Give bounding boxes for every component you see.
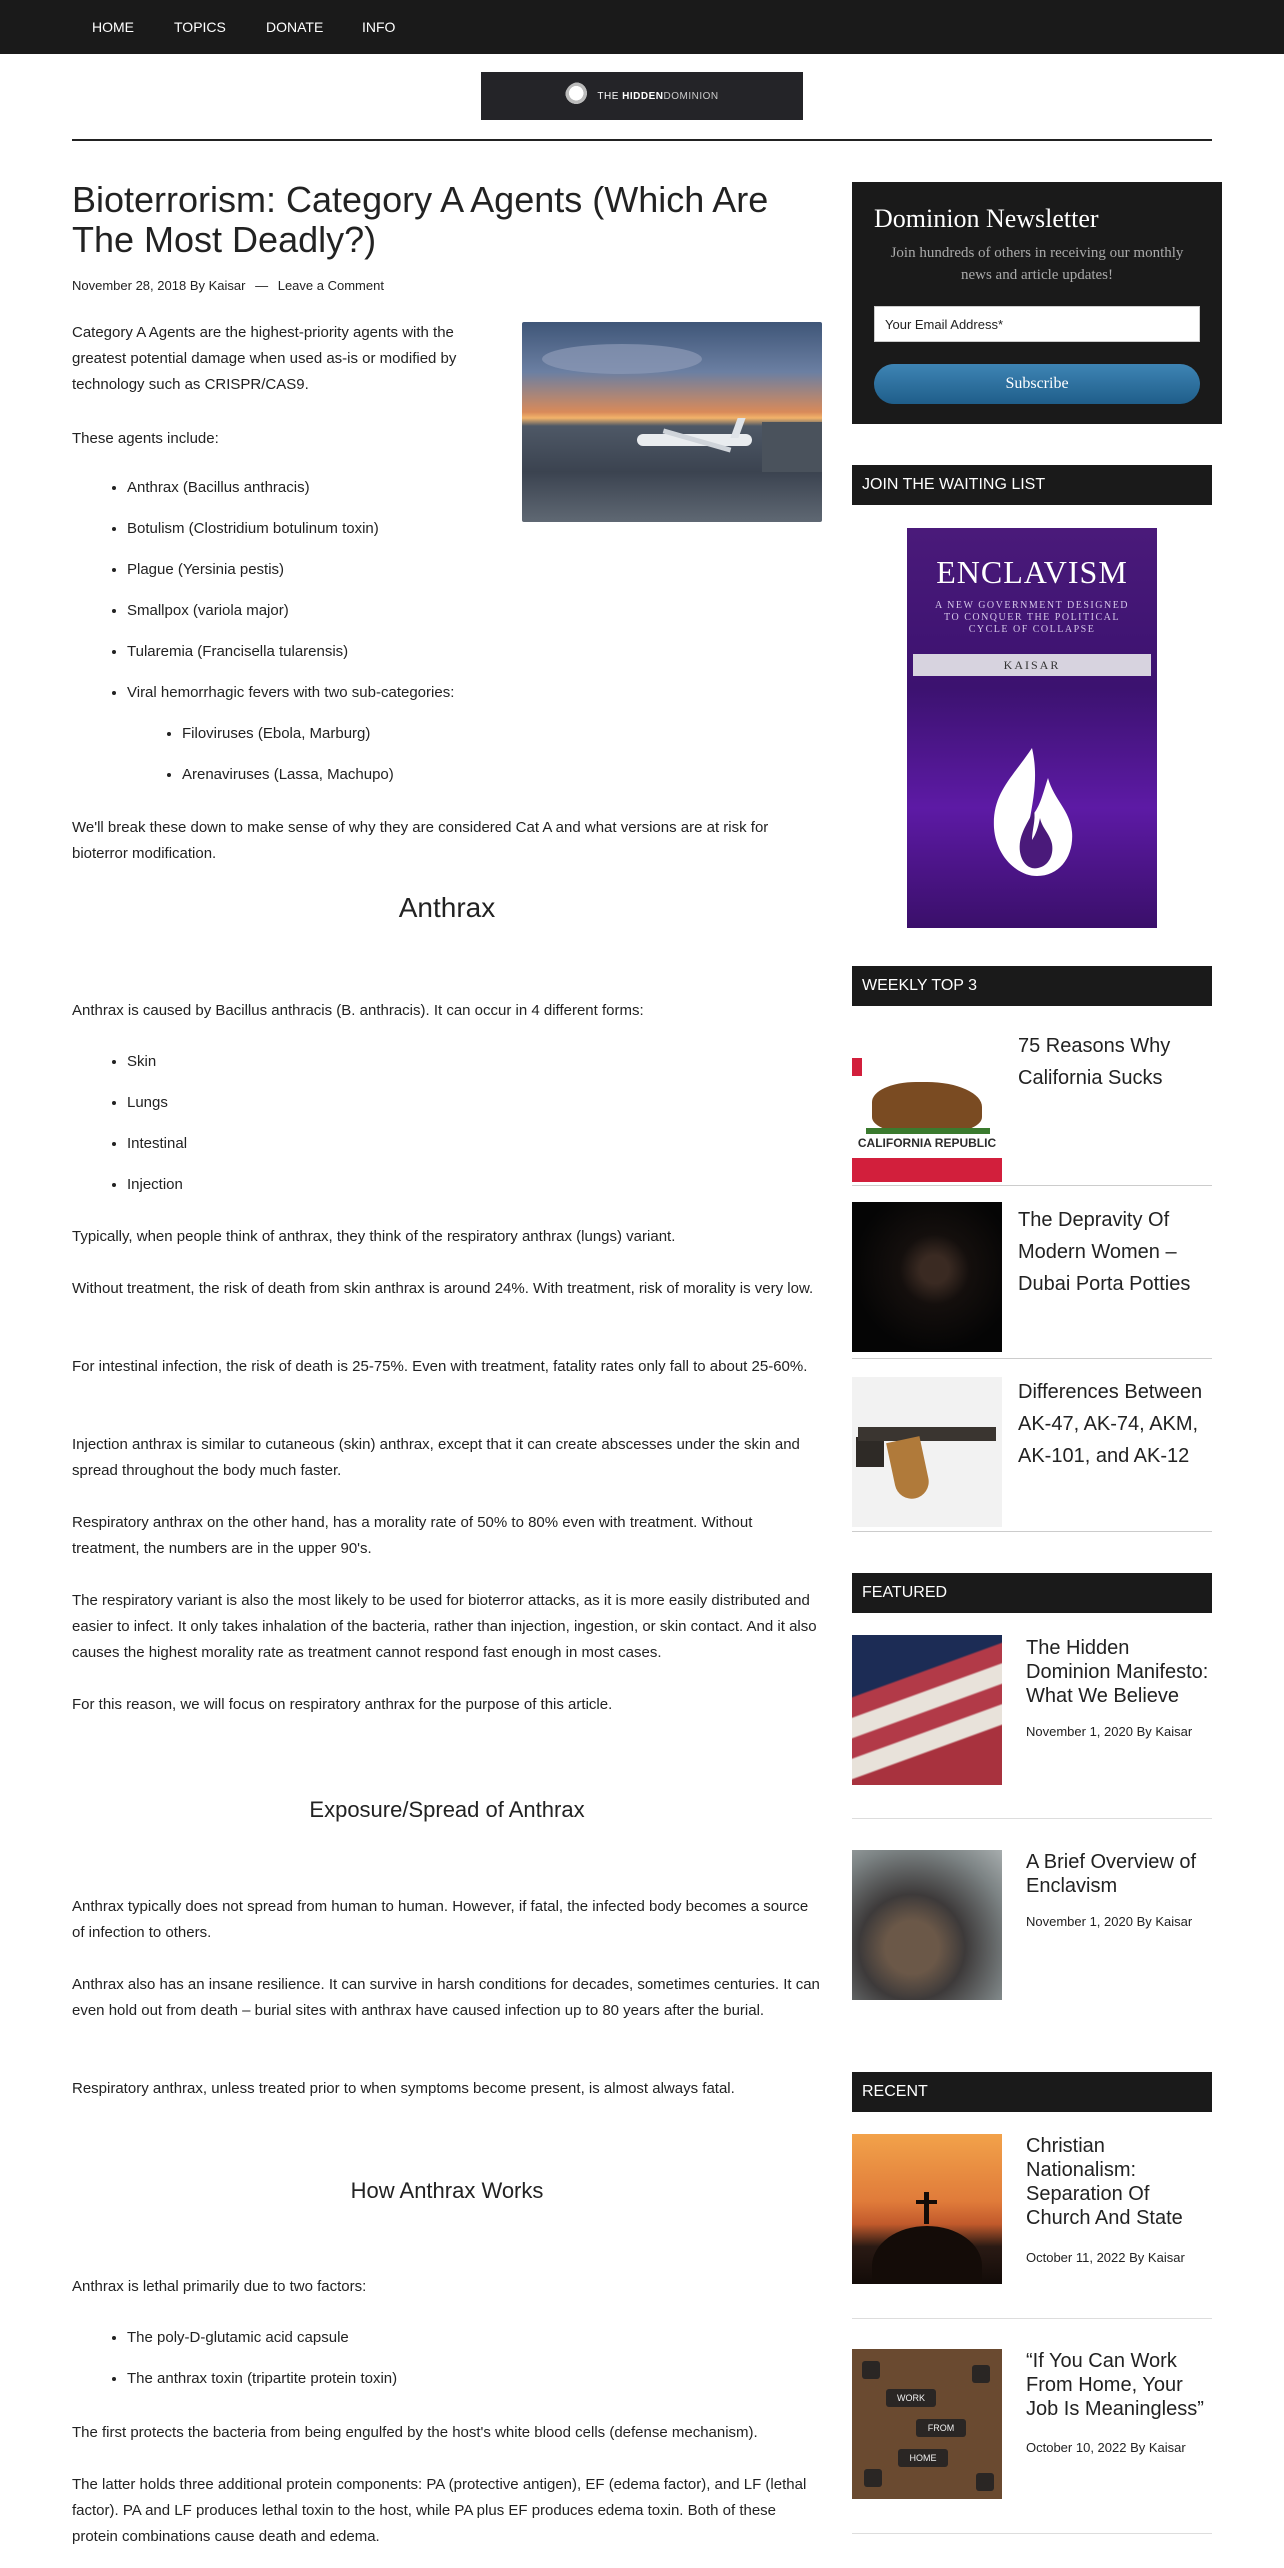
divider xyxy=(852,1531,1212,1532)
anthrax-intro: Anthrax is caused by Bacillus anthracis (B. anthracis). It can occur in 4 different forms: xyxy=(72,1002,644,1019)
book-subtitle: A NEW GOVERNMENT DESIGNED TO CONQUER THE POLITICAL CYCLE OF COLLAPSE xyxy=(934,600,1130,635)
breakdown-paragraph: We'll break these down to make sense of why they are considered Cat A and what versions are at risk for bioterror modification. xyxy=(72,819,769,862)
post-by: By xyxy=(1136,1724,1152,1739)
airport-sunset-image xyxy=(522,322,822,522)
flag-stripe xyxy=(852,1158,1002,1182)
divider xyxy=(852,2533,1212,2534)
list-item: • Botulism (Clostridium botulinum toxin) xyxy=(127,519,454,560)
typically-paragraph: Typically, when people think of anthrax, they think of the respiratory anthrax (lungs) variant. xyxy=(72,1228,676,1245)
article-title: Bioterrorism: Category A Agents (Which Are The Most Deadly?) xyxy=(72,179,769,260)
hero-cloud xyxy=(542,344,702,374)
anthrax-forms-list xyxy=(127,1052,187,1195)
intestinal-paragraph: For intestinal infection, the risk of death is 25-75%. Even with treatment, fatality rates only fall to about 25-60%. xyxy=(72,1358,808,1375)
tile-blank xyxy=(864,2469,882,2487)
latter-paragraph: The latter holds three additional protein components: PA (protective antigen), EF (edema factor), and LF (lethal factor). PA and LF produces lethal toxin to the host, while PA plus EF produces edema toxin. Both of these protein combinations cause death and edema. xyxy=(72,2476,807,2545)
newsletter-widget xyxy=(852,182,1222,424)
tile-blank xyxy=(862,2361,880,2379)
divider xyxy=(852,1818,1212,1819)
first-paragraph: The first protects the bacteria from being engulfed by the host's white blood cells (defense mechanism). xyxy=(72,2424,758,2441)
list-item: • Tularemia (Francisella tularensis) xyxy=(127,642,454,683)
article-meta xyxy=(72,278,822,293)
post-date: November 1, 2020 xyxy=(1026,1724,1133,1739)
focus-paragraph: For this reason, we will focus on respiratory anthrax for the purpose of this article. xyxy=(72,1696,613,1713)
tile-from: FROM xyxy=(916,2419,966,2437)
factors-list xyxy=(127,2328,397,2389)
post-by: By xyxy=(1130,2440,1146,2455)
bear-icon xyxy=(872,1082,982,1132)
article-by: By xyxy=(189,278,205,293)
leave-comment-link[interactable]: Leave a Comment xyxy=(277,278,384,293)
recent-item-meta xyxy=(1026,2440,1186,2455)
injection-paragraph: Injection anthrax is similar to cutaneous (skin) anthrax, except that it can create abscesses under the skin and spread throughout the body much faster. xyxy=(72,1436,800,1479)
hero-jet-bridge xyxy=(762,422,822,472)
anthrax-heading: Anthrax xyxy=(398,892,496,923)
variant-paragraph: The respiratory variant is also the most likely to be used for bioterror attacks, as it is more easily distributed and easier to infect. It only takes inhalation of the bacteria, rather than injection, ingestion, or skin contact. And it also causes the highest morality rate as treatment cannot respond fast enough in most cases. xyxy=(72,1592,817,1661)
newsletter-description: Join hundreds of others in receiving our monthly news and article updates! xyxy=(890,245,1184,283)
post-author[interactable]: Kaisar xyxy=(1147,2250,1185,2265)
list-item: • Anthrax (Bacillus anthracis) xyxy=(127,478,454,519)
article xyxy=(72,179,822,2545)
recent-item-title[interactable]: “If You Can Work From Home, Your Job Is Meaningless” xyxy=(1026,2350,1204,2420)
list-item: • Filoviruses (Ebola, Marburg) xyxy=(182,724,394,765)
weekly-item-title[interactable]: 75 Reasons Why California Sucks xyxy=(1018,1035,1171,1089)
list-item: • Skin xyxy=(127,1052,187,1093)
spread-paragraph: Anthrax typically does not spread from human to human. However, if fatal, the infected body becomes a source of infection to others. xyxy=(72,1898,809,1941)
weekly-top-heading: WEEKLY TOP 3 xyxy=(852,966,1212,1006)
logo-text: THE HIDDENDOMINION xyxy=(597,90,719,102)
enclavism-book-cover[interactable] xyxy=(907,528,1157,928)
list-item: • Plague (Yersinia pestis) xyxy=(127,560,454,601)
intro-paragraph: Category A Agents are the highest-priority agents with the greatest potential damage when used as-is or modified by technology such as CRISPR/CAS9. xyxy=(72,324,457,393)
rifle-stock xyxy=(856,1437,884,1467)
subscribe-button[interactable]: Subscribe xyxy=(874,364,1200,404)
book-author: KAISAR xyxy=(913,654,1151,676)
list-item: • Arenaviruses (Lassa, Machupo) xyxy=(182,765,394,785)
portrait-thumbnail[interactable] xyxy=(852,1202,1002,1352)
meta-separator: — xyxy=(255,278,269,293)
exposure-heading: Exposure/Spread of Anthrax xyxy=(309,1797,585,1822)
featured-item-meta xyxy=(1026,1914,1192,1929)
rifle-diagram-thumbnail[interactable] xyxy=(852,1377,1002,1527)
article-author[interactable]: Kaisar xyxy=(208,278,246,293)
post-by: By xyxy=(1129,2250,1145,2265)
featured-heading: FEATURED xyxy=(852,1573,1212,1613)
sunset-cross-thumbnail[interactable] xyxy=(852,2134,1002,2284)
cross-bar xyxy=(916,2200,937,2204)
hand-logo-icon xyxy=(565,82,593,110)
tile-work: WORK xyxy=(886,2389,936,2407)
divider xyxy=(852,1358,1212,1359)
featured-item-title[interactable]: A Brief Overview of Enclavism xyxy=(1026,1851,1197,1897)
recent-item-title[interactable]: Christian Nationalism: Separation Of Church And State xyxy=(1026,2135,1183,2229)
list-item: • The poly-D-glutamic acid capsule xyxy=(127,2328,397,2369)
featured-item-meta xyxy=(1026,1724,1192,1739)
site-logo[interactable] xyxy=(481,72,803,120)
skin-paragraph: Without treatment, the risk of death from skin anthrax is around 24%. With treatment, risk of morality is very low. xyxy=(72,1280,814,1297)
flag-grass xyxy=(866,1128,990,1134)
agents-list xyxy=(127,478,454,703)
fatal-paragraph: Respiratory anthrax, unless treated prior to when symptoms become present, is almost always fatal. xyxy=(72,2080,735,2097)
article-date: November 28, 2018 xyxy=(72,278,187,293)
book-title: ENCLAVISM xyxy=(936,554,1128,590)
cross-icon xyxy=(924,2192,929,2224)
list-item: • The anthrax toxin (tripartite protein toxin) xyxy=(127,2369,397,2389)
flag-star xyxy=(852,1058,862,1076)
typewriter-thumbnail[interactable] xyxy=(852,1850,1002,2000)
agents-intro: These agents include: xyxy=(72,430,219,447)
weekly-item-title[interactable]: The Depravity Of Modern Women – Dubai Porta Potties xyxy=(1018,1209,1191,1295)
divider xyxy=(852,1185,1212,1186)
post-date: October 11, 2022 xyxy=(1026,2250,1126,2265)
post-author[interactable]: Kaisar xyxy=(1148,2440,1186,2455)
recent-item-meta xyxy=(1026,2250,1185,2265)
list-item: • Injection xyxy=(127,1175,187,1195)
list-item: • Intestinal xyxy=(127,1134,187,1175)
waiting-list-heading: JOIN THE WAITING LIST xyxy=(852,465,1212,505)
newsletter-title: Dominion Newsletter xyxy=(874,204,1099,233)
post-date: October 10, 2022 xyxy=(1026,2440,1127,2455)
nav-home[interactable]: HOME xyxy=(92,19,134,35)
nav-donate[interactable]: DONATE xyxy=(266,19,324,35)
letter-tiles-thumbnail[interactable] xyxy=(852,2349,1002,2499)
california-flag-thumbnail[interactable] xyxy=(852,1032,1002,1182)
rifle-magazine xyxy=(886,1436,932,1502)
tile-blank xyxy=(972,2365,990,2383)
vhf-sublist xyxy=(182,724,394,785)
post-date: November 1, 2020 xyxy=(1026,1914,1133,1929)
nav-topics[interactable]: TOPICS xyxy=(174,19,226,35)
rifle-body xyxy=(858,1427,996,1441)
recent-heading: RECENT xyxy=(852,2072,1212,2112)
weekly-item-title[interactable]: Differences Between AK-47, AK-74, AKM, AK-101, and AK-12 xyxy=(1018,1381,1203,1467)
post-author[interactable]: Kaisar xyxy=(1155,1724,1193,1739)
featured-item-title[interactable]: The Hidden Dominion Manifesto: What We Believe xyxy=(1026,1637,1209,1707)
tile-home: HOME xyxy=(898,2449,948,2467)
resilience-paragraph: Anthrax also has an insane resilience. It can survive in harsh conditions for decades, sometimes centuries. It can even hold out from death – burial sites with anthrax have caused infection up to 80 years after the burial. xyxy=(72,1976,820,2019)
american-flag-thumbnail[interactable] xyxy=(852,1635,1002,1785)
top-nav xyxy=(0,0,1284,54)
post-author[interactable]: Kaisar xyxy=(1155,1914,1193,1929)
email-field[interactable] xyxy=(874,306,1200,342)
tile-blank xyxy=(976,2473,994,2491)
flame-icon xyxy=(982,748,1082,878)
list-item: • Viral hemorrhagic fevers with two sub-categories: xyxy=(127,683,454,703)
respiratory-paragraph: Respiratory anthrax on the other hand, has a morality rate of 50% to 80% even with treatment. Without treatment, the numbers are in the upper 90's. xyxy=(72,1514,753,1557)
list-item: • Lungs xyxy=(127,1093,187,1134)
list-item: • Smallpox (variola major) xyxy=(127,601,454,642)
divider xyxy=(852,2318,1212,2319)
factors-paragraph: Anthrax is lethal primarily due to two factors: xyxy=(72,2278,367,2295)
thumb-hill xyxy=(872,2226,982,2284)
nav-info[interactable]: INFO xyxy=(362,19,396,35)
works-heading: How Anthrax Works xyxy=(350,2178,544,2203)
flag-text: CALIFORNIA REPUBLIC xyxy=(857,1136,997,1150)
header-divider xyxy=(72,139,1212,141)
post-by: By xyxy=(1136,1914,1152,1929)
